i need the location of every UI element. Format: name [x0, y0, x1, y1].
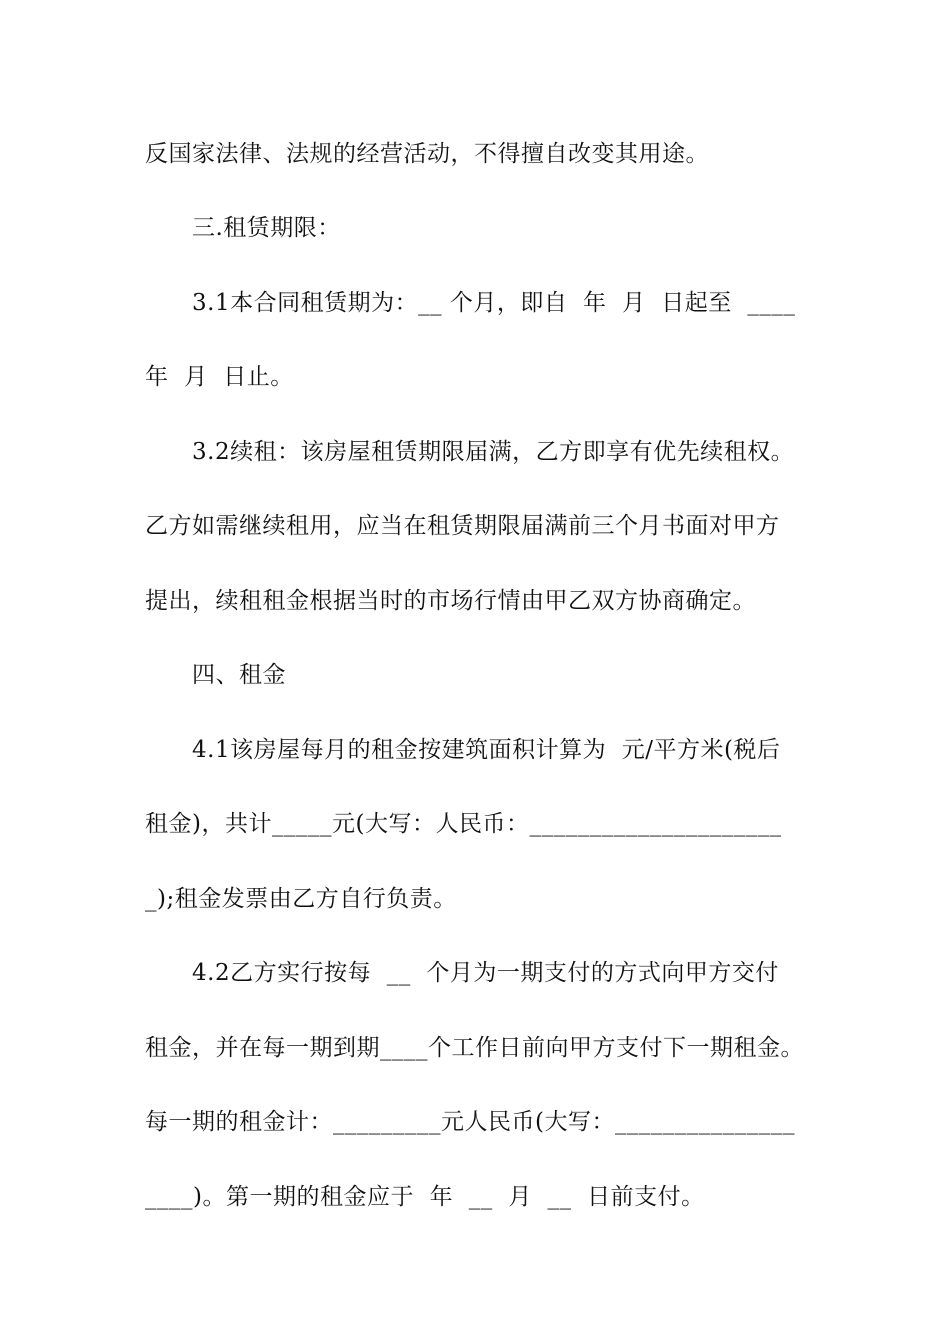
paragraph-line: 3.2续租：该房屋租赁期限届满，乙方即享有优先续租权。: [192, 439, 795, 465]
paragraph-line: 反国家法律、法规的经营活动，不得擅自改变其用途。: [145, 141, 709, 167]
paragraph-line: 乙方如需继续租用，应当在租赁期限届满前三个月书面对甲方: [145, 513, 780, 539]
paragraph-line: _);租金发票由乙方自行负责。: [145, 886, 457, 912]
section-heading-rent: 四、租金: [192, 662, 286, 688]
paragraph-line: 4.1该房屋每月的租金按建筑面积计算为 元/平方米(税后: [192, 737, 781, 763]
paragraph-line: 每一期的租金计：_________元人民币(大写：_______________: [145, 1109, 795, 1135]
paragraph-line: 租金)，共计_____元(大写：人民币：_____________________: [145, 811, 782, 837]
paragraph-line: ____)。第一期的租金应于 年 __ 月 __ 日前支付。: [145, 1184, 705, 1210]
paragraph-line: 4.2乙方实行按每 __ 个月为一期支付的方式向甲方交付: [192, 960, 779, 986]
section-heading-lease-term: 三.租赁期限：: [192, 215, 341, 241]
paragraph-line: 租金，并在每一期到期____个工作日前向甲方支付下一期租金。: [145, 1035, 804, 1061]
paragraph-line: 年 月 日止。: [145, 364, 294, 390]
paragraph-line: 3.1本合同租赁期为：__ 个月，即自 年 月 日起至 ____: [192, 290, 796, 316]
paragraph-line: 提出，续租租金根据当时的市场行情由甲乙双方协商确定。: [145, 588, 756, 614]
